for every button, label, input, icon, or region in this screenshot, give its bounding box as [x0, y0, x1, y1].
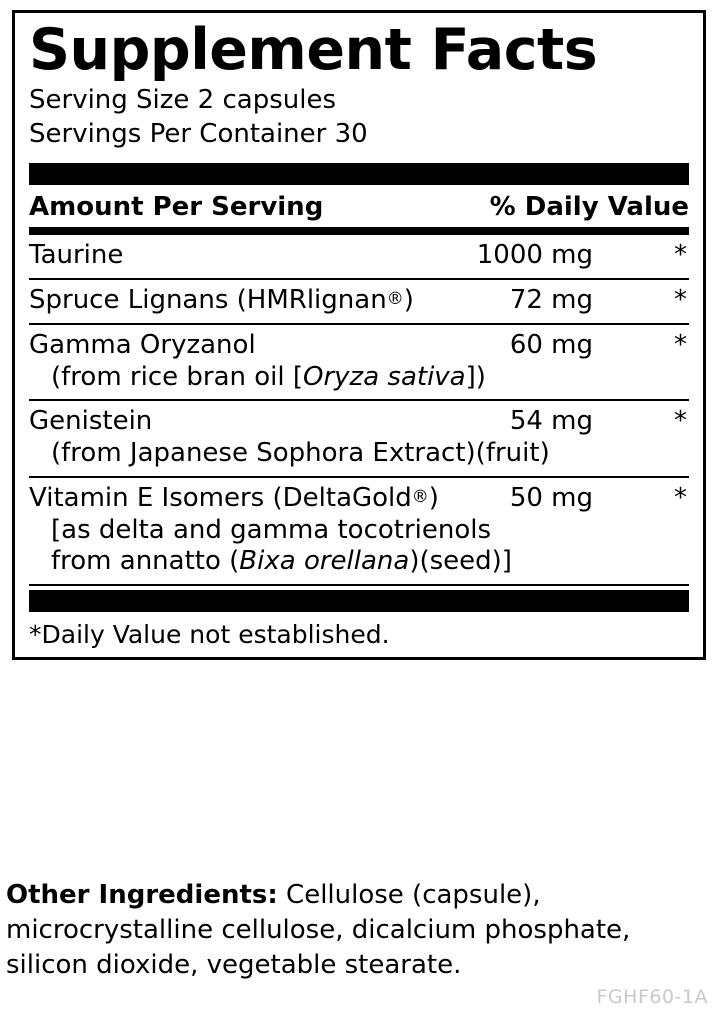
nutrient-amount: 1000 mg — [476, 240, 593, 271]
amount-per-serving-header: Amount Per Serving — [29, 192, 324, 223]
servings-per-container: Servings Per Container 30 — [29, 119, 368, 150]
nutrient-daily-value: * — [674, 240, 687, 271]
divider-thick-bottom — [29, 590, 689, 612]
product-code: FGHF60-1A — [596, 986, 708, 1008]
serving-size: Serving Size 2 capsules — [29, 84, 337, 115]
nutrient-name: Gamma Oryzanol — [29, 329, 256, 360]
nutrient-name: Vitamin E Isomers (DeltaGold — [29, 482, 412, 513]
nutrient-source: (from rice bran oil [Oryza sativa]) — [51, 361, 486, 392]
daily-value-header: % Daily Value — [489, 192, 689, 223]
nutrient-amount: 50 mg — [509, 482, 593, 513]
table-header-row — [29, 185, 689, 227]
latin-name: Bixa orellana — [239, 546, 410, 577]
nutrient-name-suffix: ) — [428, 482, 439, 513]
table-row — [29, 401, 689, 477]
nutrient-amount: 54 mg — [509, 406, 593, 437]
nutrient-daily-value: * — [674, 285, 687, 316]
table-row — [29, 325, 689, 401]
nutrient-name-suffix: ) — [403, 285, 414, 316]
table-row — [29, 280, 689, 325]
nutrient-name: Genistein — [29, 406, 153, 437]
daily-value-footnote: *Daily Value not established. — [29, 619, 390, 649]
table-row — [29, 235, 689, 280]
divider-thick-top — [29, 163, 689, 185]
nutrient-daily-value: * — [674, 406, 687, 437]
nutrient-name: Spruce Lignans (HMRlignan — [29, 285, 387, 316]
other-ingredients-text: Cellulose (capsule), microcrystalline cellulose, dicalcium phosphate, silicon dioxide, vegetable stearate. — [6, 880, 631, 981]
other-ingredients-label: Other Ingredients: — [6, 880, 278, 910]
nutrient-amount: 72 mg — [509, 285, 593, 316]
nutrient-source-line2: from annatto (Bixa orellana)(seed)] — [51, 546, 512, 577]
panel-title: Supplement Facts — [29, 17, 598, 83]
nutrient-source: [as delta and gamma tocotrienols — [51, 514, 492, 545]
nutrient-amount: 60 mg — [509, 329, 593, 360]
registered-trademark-icon: ® — [411, 486, 429, 507]
nutrient-name: Taurine — [29, 240, 124, 271]
other-ingredients — [6, 878, 706, 983]
nutrient-source: (from Japanese Sophora Extract)(fruit) — [51, 438, 550, 469]
divider-medium — [29, 227, 689, 235]
nutrient-daily-value: * — [674, 329, 687, 360]
nutrient-daily-value: * — [674, 482, 687, 513]
table-row — [29, 478, 689, 586]
registered-trademark-icon: ® — [386, 289, 404, 310]
latin-name: Oryza sativa — [303, 361, 466, 392]
supplement-facts-panel — [12, 10, 706, 660]
